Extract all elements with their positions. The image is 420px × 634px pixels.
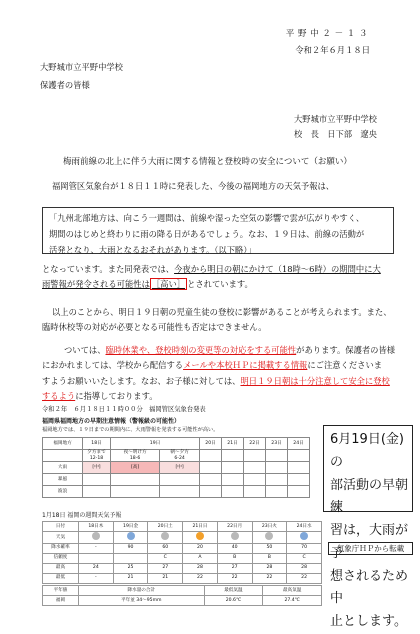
para3-text: 臨時休校等の対応が必要となる可能性も否定はできません。: [42, 322, 267, 332]
recipient-guardians: 保護者の皆様: [40, 80, 90, 90]
notice-line: 6月19日(金)の: [330, 432, 404, 470]
warning-cell: [中]: [160, 462, 200, 474]
weekly-pop: -: [79, 543, 114, 553]
weekly-pop: 90: [113, 543, 148, 553]
warning-row-label: 波浪: [43, 486, 83, 498]
page-title: 梅雨前線の北上に伴う大雨に関する情報と登校時の安全について（お願い）: [63, 157, 352, 167]
weekly-day: 22日月: [217, 522, 252, 532]
weekly-reliability: [79, 553, 114, 563]
warning-table: [42, 437, 310, 498]
normals-min-label: 最低気温: [204, 586, 263, 596]
weather-rain-icon: [113, 532, 148, 544]
weekly-min-temp: 22: [287, 573, 322, 583]
body-paragraph-4: [64, 343, 404, 358]
weekly-day: 19日金: [113, 522, 148, 532]
weekly-label: 最低: [43, 573, 79, 583]
sender-school: 大野城市立平野中学校: [294, 114, 377, 124]
warning-section-title: 福岡県福岡地方の早期注意情報（警報級の可能性）: [42, 418, 181, 425]
weekly-day: 18日木: [79, 522, 114, 532]
warning-header-day: 24日: [288, 438, 310, 450]
para5-text-b: メールや本校ＨＰに掲載する情報: [183, 360, 308, 370]
intro-text: 福岡管区気象台が１８日１１時に発表した、今後の福岡地方の天気予報は、: [52, 181, 335, 191]
warning-header-day: 23日: [266, 438, 288, 450]
weekly-pop: 60: [148, 543, 183, 553]
normals-label: 平年値: [43, 586, 79, 596]
weekly-reliability: C: [287, 553, 322, 563]
warning-subheader: [43, 450, 83, 462]
weekly-pop: 40: [217, 543, 252, 553]
sender-principal: 校 長 日下部 遼央: [294, 129, 377, 139]
notice-line: 止とします。: [330, 614, 407, 629]
warning-subheader: 朝～夕方 6-24: [160, 450, 200, 462]
body-paragraph-7: [42, 389, 398, 404]
warning-header-day: 18日: [83, 438, 111, 450]
weekly-min-temp: 21: [113, 573, 148, 583]
para4-text-c: があります。保護者の皆様: [296, 345, 396, 355]
warning-row-label: 暴風: [43, 474, 83, 486]
weekly-max-temp: 24: [79, 563, 114, 573]
jma-source-label: 気象庁ＨＰから転載: [328, 542, 413, 555]
weekly-max-temp: 27: [217, 563, 252, 573]
warning-section-note: 福岡地方では、１９日までの期間内に、大雨警報を発表する可能性が高い。: [42, 427, 219, 433]
weather-sun-icon: [183, 532, 218, 544]
weekly-max-temp: 27: [148, 563, 183, 573]
para5-text-a: におかれましては、学校から配信する: [42, 360, 184, 370]
quote-line-3: 活発となり、大雨となるおそれがあります。（以下略）」: [49, 244, 256, 255]
para1-text-c: 雨警報が発令される可能性は: [42, 278, 150, 289]
normals-cell: 平年並 34～95mm: [79, 596, 205, 606]
weekly-max-temp: 25: [113, 563, 148, 573]
body-paragraph-5: [42, 358, 398, 373]
weekly-min-temp: 22: [217, 573, 252, 583]
weather-cloud-icon: [79, 532, 114, 544]
para2-text: 以上のことから、明日１９日朝の児童生徒の登校に影響があることが考えられます。また、: [52, 307, 392, 317]
weekly-day: 23日火: [252, 522, 287, 532]
notice-line: 部活動の早朝練: [330, 477, 409, 516]
warning-subheader: 夜～明け方 18-6: [111, 450, 160, 462]
warning-subheader: 夕方まで 12-18: [83, 450, 111, 462]
body-paragraph-1: [42, 262, 398, 291]
weekly-reliability: B: [252, 553, 287, 563]
weekly-day: 24日水: [287, 522, 322, 532]
weather-cloud-icon: [252, 532, 287, 544]
weekly-min-temp: 21: [148, 573, 183, 583]
normals-cell: 27.4℃: [263, 596, 322, 606]
body-paragraph-3: [42, 320, 398, 335]
para1-high-badge: ［高い］: [151, 278, 186, 289]
para6-text-a: すようお願いいたします。なお、お子様に対しては、: [42, 376, 241, 386]
warning-header-region: 福岡地方: [43, 438, 83, 450]
warning-header-day: 21日: [222, 438, 244, 450]
weekly-forecast-table: [42, 521, 322, 584]
para1-text-b: 今夜から明日の朝にかけて（18時～6時）の期間中に大: [174, 264, 381, 274]
weekly-reliability: [113, 553, 148, 563]
normals-cell: 20.6℃: [204, 596, 263, 606]
para1-text-e: とされています。: [187, 278, 253, 289]
weekly-reliability: B: [217, 553, 252, 563]
weekly-label: 最高: [43, 563, 79, 573]
recipient-school: 大野城市立平野中学校: [40, 62, 123, 72]
para4-text-a: ついては、: [64, 345, 106, 355]
weather-cloud-icon: [148, 532, 183, 544]
weekly-label: 信頼度: [43, 553, 79, 563]
warning-header-day: 19日: [111, 438, 200, 450]
weekly-reliability: A: [183, 553, 218, 563]
weather-cloud-icon: [217, 532, 252, 544]
forecast-quote-box: [42, 207, 394, 254]
warning-header-day: 22日: [244, 438, 266, 450]
quote-line-1: 「九州北部地方は、向こう一週間は、前線や湿った空気の影響で雲が広がりやすく、: [49, 213, 365, 223]
document-date: 令和２年６月１８日: [295, 45, 370, 55]
notice-line: 想されるため中: [330, 568, 409, 607]
normals-cell: 福岡: [43, 596, 79, 606]
normals-sub: 降水量の合計: [79, 586, 205, 596]
weekly-day: 21日日: [183, 522, 218, 532]
warning-header-day: 20日: [200, 438, 222, 450]
weekly-section-title: 1月18日 福岡の週間天気予報: [42, 512, 122, 519]
notice-line: 習は，大雨が予: [330, 523, 409, 561]
body-paragraph-6: [42, 374, 398, 389]
weekly-min-temp: -: [79, 573, 114, 583]
normals-max-label: 最高気温: [263, 586, 322, 596]
para6-text-b: 明日１９日朝は十分注意して安全に登校: [240, 376, 390, 386]
weekly-reliability: C: [148, 553, 183, 563]
jma-caption: 令和２年 ６月１８日１１時００分 福岡管区気象台発表: [42, 406, 206, 413]
warning-cell: [中]: [83, 462, 111, 474]
para4-text-b: 臨時休業や、登校時刻の変更等の対応をする可能性: [105, 345, 297, 355]
weekly-day: 20日土: [148, 522, 183, 532]
weekly-min-temp: 22: [252, 573, 287, 583]
weekly-pop: 20: [183, 543, 218, 553]
warning-cell: [高]: [111, 462, 160, 474]
para5-text-c: にご注意くださいま: [307, 360, 383, 370]
document-number: 平 野 中 ２ － １ ３: [285, 29, 368, 39]
body-paragraph-2: [52, 305, 398, 320]
quote-line-2: 期間のはじめと終わりに雨の降る日があるでしょう。なお、１９日は、前線の活動が: [49, 228, 365, 239]
weekly-max-temp: 28: [183, 563, 218, 573]
weekly-max-temp: 28: [287, 563, 322, 573]
weekly-label: 日付: [43, 522, 79, 532]
para7-text-b: に指導しております。: [75, 391, 158, 401]
para1-text-a: となっています。また同発表では、: [42, 264, 175, 274]
weekly-label: 降水確率: [43, 543, 79, 553]
weekly-pop: 70: [287, 543, 322, 553]
warning-row-label: 大雨: [43, 462, 83, 474]
normals-table: [42, 585, 322, 606]
weather-rain-icon: [287, 532, 322, 544]
para7-text-a: するよう: [42, 391, 76, 401]
weekly-max-temp: 28: [252, 563, 287, 573]
weekly-pop: 50: [252, 543, 287, 553]
weekly-min-temp: 22: [183, 573, 218, 583]
weekly-label: 天気: [43, 532, 79, 544]
